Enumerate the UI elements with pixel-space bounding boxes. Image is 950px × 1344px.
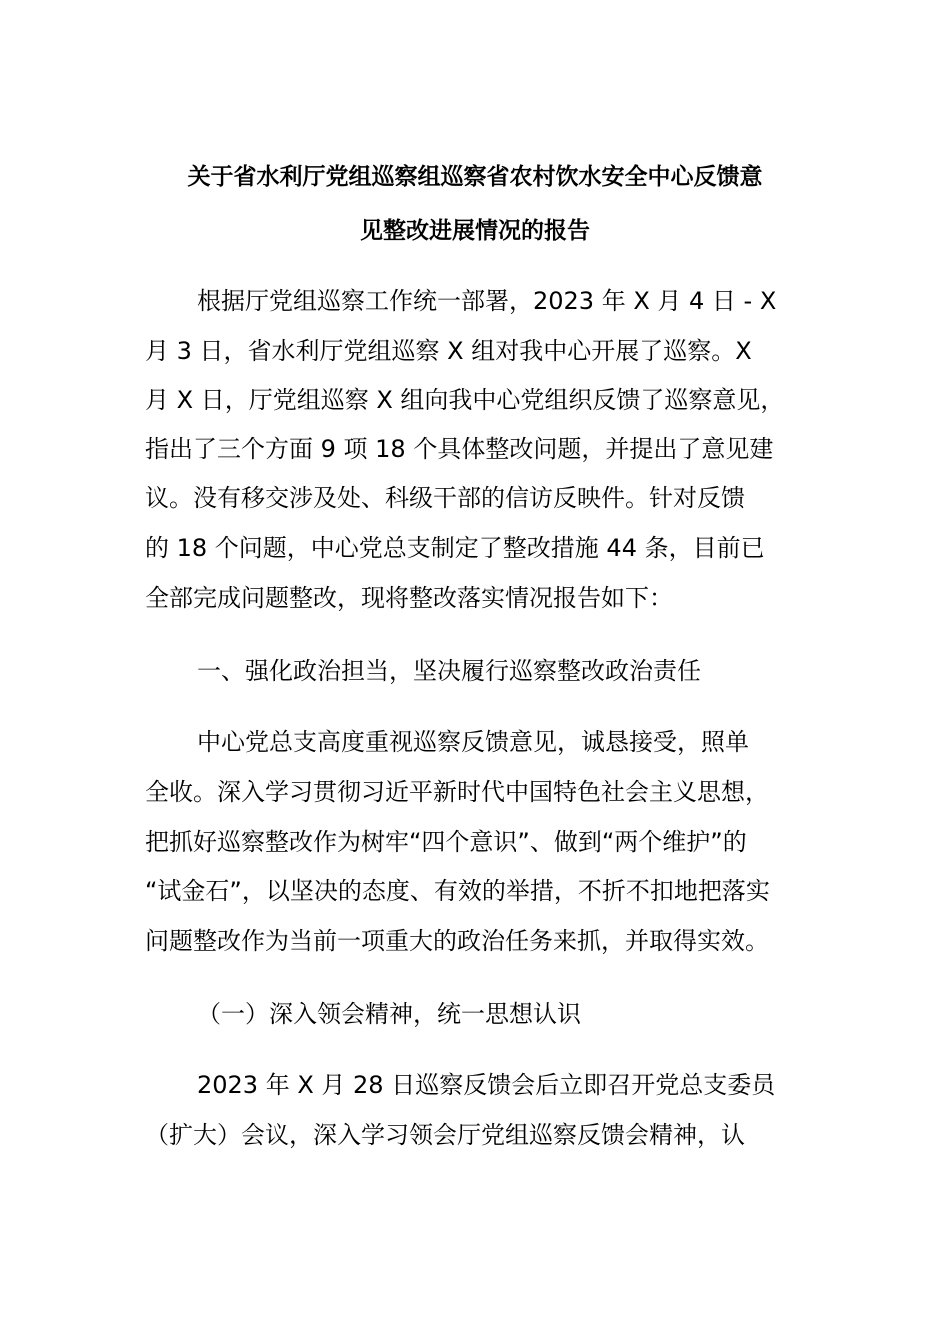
paragraph-1-line: 月 X 日，厅党组巡察 X 组向我中心党组织反馈了巡察意见， (145, 386, 785, 414)
paragraph-2-line: 把抓好巡察整改作为树牢“四个意识”、做到“两个维护”的 (145, 828, 747, 856)
paragraph-1-line: 根据厅党组巡察工作统一部署，2023 年 X 月 4 日 - X (197, 287, 777, 315)
paragraph-2-line: 问题整改作为当前一项重大的政治任务来抓，并取得实效。 (145, 927, 769, 955)
paragraph-3-line: （扩大）会议，深入学习领会厅党组巡察反馈会精神，认 (145, 1121, 745, 1149)
subsection-heading: （一）深入领会精神，统一思想认识 (197, 1000, 581, 1028)
title-line: 见整改进展情况的报告 (360, 218, 590, 244)
paragraph-2-line: 中心党总支高度重视巡察反馈意见，诚恳接受，照单 (197, 728, 749, 756)
paragraph-1-line: 指出了三个方面 9 项 18 个具体整改问题，并提出了意见建 (145, 435, 774, 463)
title-line: 关于省水利厅党组巡察组巡察省农村饮水安全中心反馈意 (187, 164, 763, 190)
paragraph-2-line: 全收。深入学习贯彻习近平新时代中国特色社会主义思想， (145, 778, 769, 806)
paragraph-1-line: 的 18 个问题，中心党总支制定了整改措施 44 条，目前已 (145, 534, 765, 562)
section-heading: 一、强化政治担当，坚决履行巡察整改政治责任 (197, 657, 701, 685)
paragraph-3-line: 2023 年 X 月 28 日巡察反馈会后立即召开党总支委员 (197, 1071, 776, 1099)
paragraph-1-line: 月 3 日，省水利厅党组巡察 X 组对我中心开展了巡察。X (145, 337, 752, 365)
paragraph-2-line: “试金石”，以坚决的态度、有效的举措，不折不扣地把落实 (145, 877, 770, 905)
paragraph-1-line: 全部完成问题整改，现将整改落实情况报告如下： (145, 584, 673, 612)
document-title (130, 150, 820, 258)
paragraph-1-line: 议。没有移交涉及处、科级干部的信访反映件。针对反馈 (145, 484, 745, 512)
